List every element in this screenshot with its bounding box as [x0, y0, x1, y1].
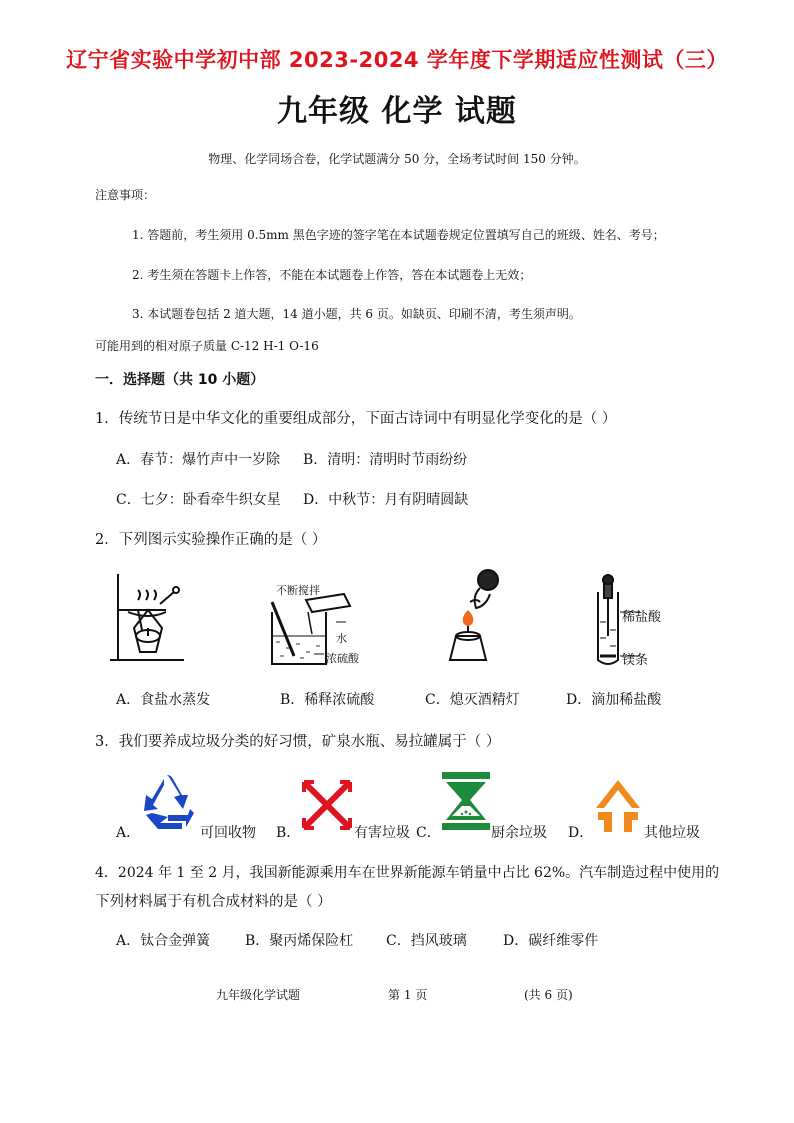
label-water: 水 [336, 632, 347, 645]
atomic-mass-info: 可能用到的相对原子质量 C-12 H-1 O-16 [95, 339, 319, 353]
footer-subject: 九年级化学试题 [216, 988, 301, 1002]
q3-label-hazardous: 有害垃圾 [354, 825, 410, 841]
q3-letter-d: D． [568, 825, 594, 841]
question-4-stem-line2: 下列材料属于有机合成材料的是（ ） [95, 894, 332, 910]
q3-label-recyclable: 可回收物 [200, 825, 256, 841]
label-stir: 不断搅拌 [276, 584, 320, 597]
q3-label-kitchen: 厨余垃圾 [491, 825, 547, 841]
alcohol-lamp-figure [430, 566, 506, 666]
other-waste-icon [592, 778, 644, 834]
q4-option-a: A．钛合金弹簧 [116, 933, 211, 949]
recyclable-icon [138, 773, 200, 831]
exam-school-title: 辽宁省实验中学初中部 2023-2024 学年度下学期适应性测试（三） [66, 48, 728, 72]
q1-option-d: D．中秋节：月有阴晴圆缺 [303, 492, 469, 508]
q1-option-c: C．七夕：卧看牵牛织女星 [116, 492, 281, 508]
q3-letter-a: A． [116, 825, 141, 841]
q4-option-c: C．挡风玻璃 [386, 933, 467, 949]
q1-option-b: B．清明：清明时节雨纷纷 [303, 452, 468, 468]
q1-option-a: A．春节：爆竹声中一岁除 [116, 452, 281, 468]
footer-page-total: (共 6 页) [524, 988, 573, 1002]
note-item-1: 1. 答题前，考生须用 0.5mm 黑色字迹的签字笔在本试题卷规定位置填写自己的班级、姓名、考号； [132, 228, 665, 242]
label-dilute-hcl: 稀盐酸 [622, 610, 662, 625]
label-magnesium-ribbon: 镁条 [622, 653, 649, 668]
footer-page-number: 第 1 页 [388, 988, 428, 1002]
q4-option-d: D．碳纤维零件 [503, 933, 599, 949]
note-item-3: 3. 本试题卷包括 2 道大题，14 道小题，共 6 页。如缺页、印刷不清，考生须声明。 [132, 307, 581, 321]
note-item-2: 2. 考生须在答题卡上作答，不能在本试题卷上作答，答在本试题卷上无效； [132, 268, 532, 282]
exam-info: 物理、化学同场合卷，化学试题满分 50 分，全场考试时间 150 分钟。 [208, 152, 586, 166]
exam-subject-title: 九年级 化学 试题 [277, 94, 517, 129]
q3-letter-c: C． [416, 825, 441, 841]
q2-option-c: C．熄灭酒精灯 [425, 692, 520, 708]
question-4-stem-line1: 4．2024 年 1 至 2 月，我国新能源乘用车在世界新能源车销量中占比 62%。汽车制造过程中使用的 [95, 865, 720, 881]
q4-option-b: B．聚丙烯保险杠 [245, 933, 354, 949]
label-conc-acid: 浓硫酸 [326, 652, 359, 665]
question-2-stem: 2．下列图示实验操作正确的是（ ） [95, 532, 327, 548]
notes-heading: 注意事项： [95, 188, 156, 202]
q2-option-a: A．食盐水蒸发 [116, 692, 211, 708]
q3-letter-b: B． [276, 825, 301, 841]
evaporation-apparatus-figure [108, 570, 190, 666]
q3-label-other: 其他垃圾 [644, 825, 700, 841]
hazardous-waste-icon [300, 778, 354, 832]
q2-option-d: D．滴加稀盐酸 [566, 692, 662, 708]
q2-option-b: B．稀释浓硫酸 [280, 692, 375, 708]
section-heading: 一．选择题（共 10 小题） [95, 372, 265, 388]
kitchen-waste-icon [440, 770, 492, 832]
question-1-stem: 1．传统节日是中华文化的重要组成部分，下面古诗词中有明显化学变化的是（ ） [95, 411, 617, 427]
question-3-stem: 3．我们要养成垃圾分类的好习惯，矿泉水瓶、易拉罐属于（ ） [95, 734, 501, 750]
